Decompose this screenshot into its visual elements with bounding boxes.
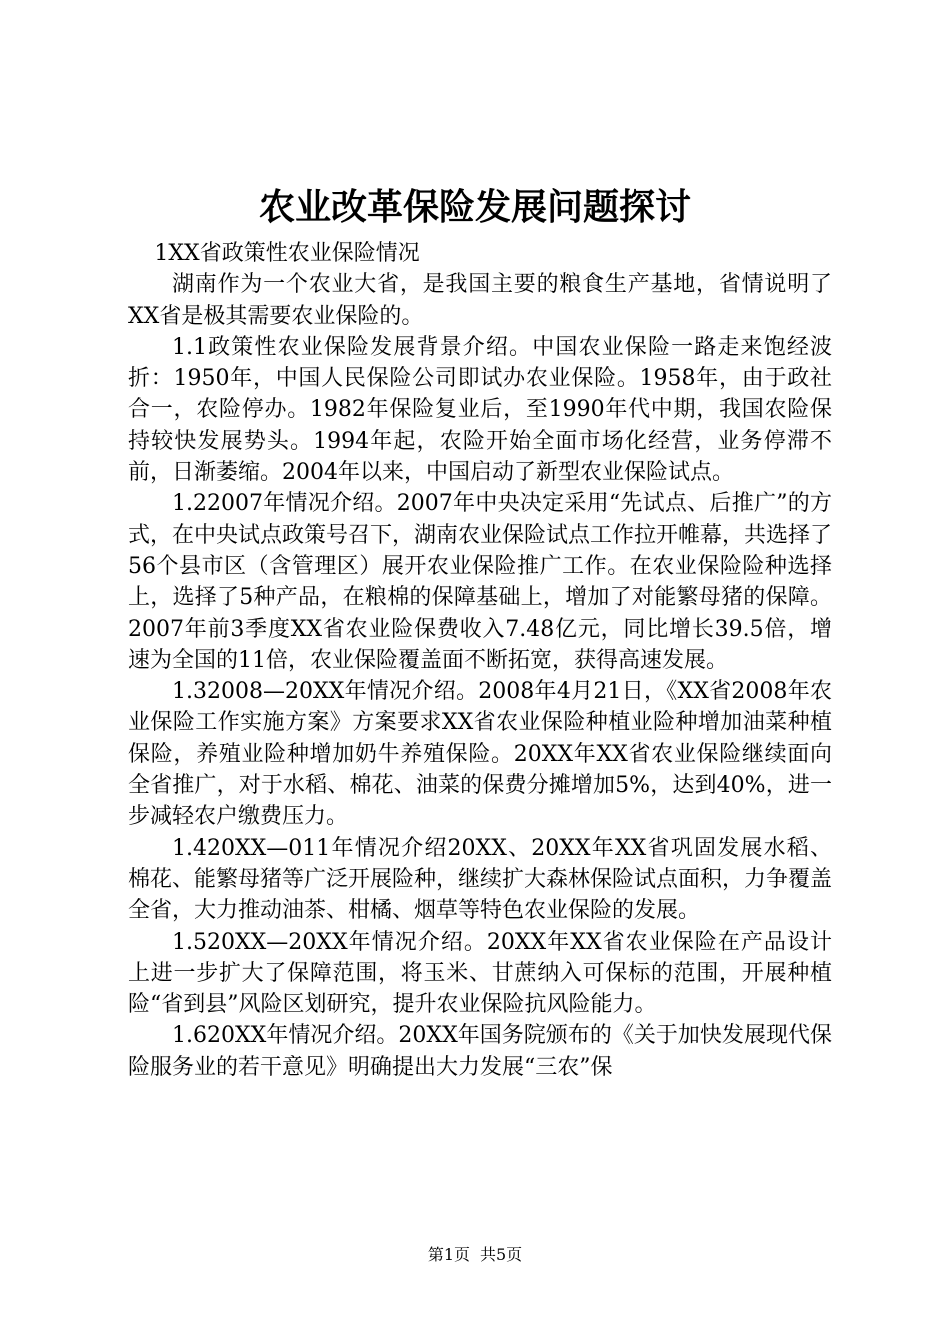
- section-heading: 1XX省政策性农业保险情况: [154, 241, 420, 266]
- document-title: 农业改革保险发展问题探讨: [258, 187, 691, 228]
- paragraph-intro: 湖南作为一个农业大省，是我国主要的粮食生产基地，省情说明了XX省是极其需要农业保险的。: [128, 272, 832, 329]
- document-body: [128, 238, 832, 1083]
- paragraph-1-1: 1.1政策性农业保险发展背景介绍。中国农业保险一路走来饱经波折：1950年，中国人民保险公司即试办农业保险。1958年，由于政社合一，农险停办。1982年保险复业后，至1990年代中期，我国农险保持较快发展势头。1994年起，农险开始全面市场化经营，业务停滞不前，日渐萎缩。2004年以来，中国启动了新型农业保险试点。: [128, 334, 832, 486]
- page-total: 共5页: [480, 1245, 523, 1264]
- paragraph-1-6: 1.620XX年情况介绍。20XX年国务院颁布的《关于加快发展现代保险服务业的若干意见》明确提出大力发展“三农”保: [128, 1023, 832, 1080]
- paragraph-1-4: 1.420XX—011年情况介绍20XX、20XX年XX省巩固发展水稻、棉花、能繁母猪等广泛开展险种，继续扩大森林保险试点面积，力争覆盖全省，大力推动油茶、柑橘、烟草等特色农业保险的发展。: [128, 835, 833, 924]
- paragraph-1-5: 1.520XX—20XX年情况介绍。20XX年XX省农业保险在产品设计上进一步扩大了保障范围，将玉米、甘蔗纳入可保标的范围，开展种植险“省到县”风险区划研究，提升农业保险抗风险能力。: [128, 929, 832, 1018]
- page-footer: [0, 1244, 950, 1266]
- page-number: 第1页: [427, 1245, 470, 1264]
- paragraph-1-3: 1.32008—20XX年情况介绍。2008年4月21日，《XX省2008年农业保险工作实施方案》方案要求XX省农业保险种植业险种增加油菜种植保险，养殖业险种增加奶牛养殖保险。20XX年XX省农业保险继续面向全省推广，对于水稻、棉花、油菜的保费分摊增加5%，达到40%，进一步减轻农户缴费压力。: [128, 679, 832, 830]
- paragraph-1-2: 1.22007年情况介绍。2007年中央决定采用“先试点、后推广”的方式，在中央试点政策号召下，湖南农业保险试点工作拉开帷幕，共选择了56个县市区（含管理区）展开农业保险推广工作。在农业保险险种选择上，选择了5种产品，在粮棉的保障基础上，增加了对能繁母猪的保障。2007年前3季度XX省农业险保费收入7.48亿元，同比增长39.5倍，增速为全国的11倍，农业保险覆盖面不断拓宽，获得高速发展。: [128, 491, 833, 673]
